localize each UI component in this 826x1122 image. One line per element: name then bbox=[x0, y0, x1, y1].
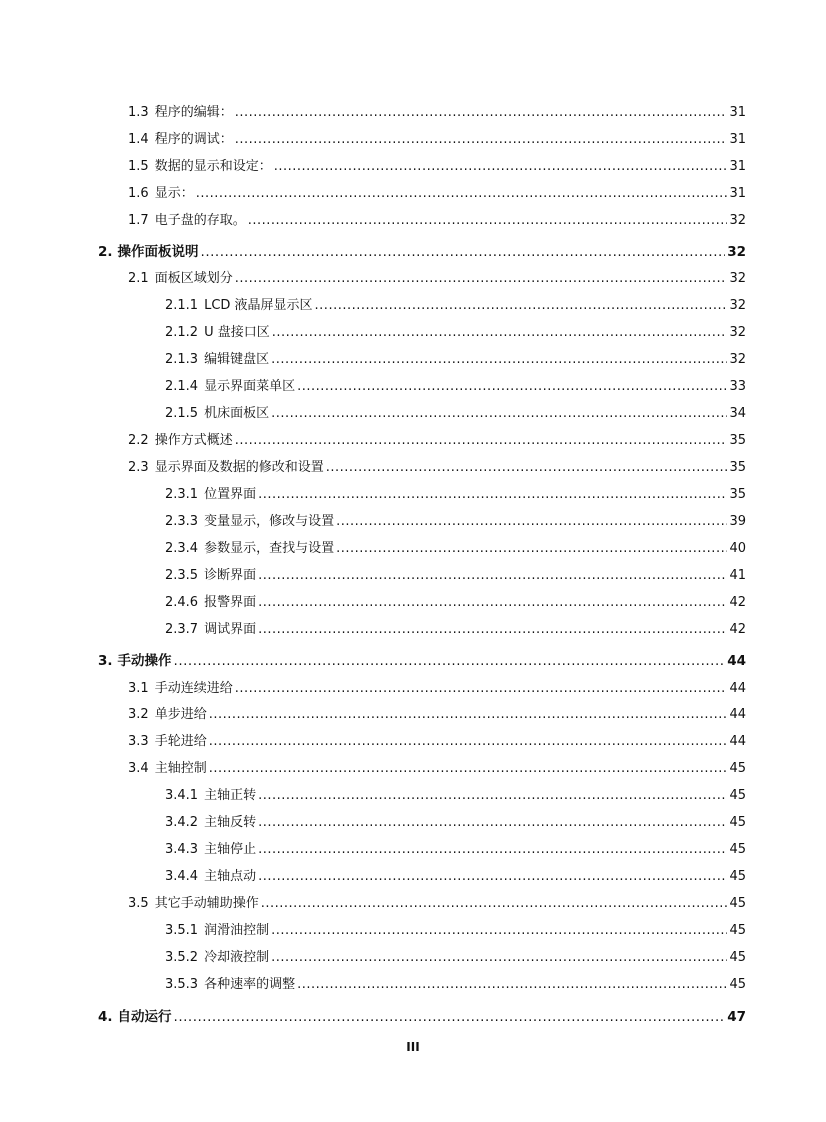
toc-number: 3.2 bbox=[128, 707, 149, 722]
toc-leader bbox=[248, 212, 728, 230]
toc-page-number: 45 bbox=[729, 761, 746, 776]
toc-title: 主轴控制 bbox=[154, 761, 207, 776]
toc-page-number: 32 bbox=[729, 352, 746, 367]
toc-number: 2.4.6 bbox=[165, 595, 199, 610]
toc-title: 变量显示，修改与设置 bbox=[204, 514, 335, 529]
toc-entry[interactable] bbox=[128, 706, 746, 724]
toc-leader bbox=[271, 351, 727, 369]
toc-entry[interactable] bbox=[165, 814, 746, 832]
toc-page-number: 32 bbox=[729, 298, 746, 313]
toc-number: 2. bbox=[98, 244, 113, 260]
toc-page-number: 34 bbox=[729, 406, 746, 421]
toc-entry[interactable] bbox=[165, 378, 746, 396]
toc-leader bbox=[274, 158, 728, 176]
toc-number: 3.4.4 bbox=[165, 869, 199, 884]
toc-page-number: 44 bbox=[729, 734, 746, 749]
toc-leader bbox=[174, 652, 726, 670]
toc-title: 手轮进给 bbox=[154, 734, 207, 749]
toc-number: 2.3.4 bbox=[165, 541, 199, 556]
toc-page-number: 32 bbox=[729, 325, 746, 340]
toc-page-number: 45 bbox=[729, 977, 746, 992]
toc-number: 2.3.5 bbox=[165, 568, 199, 583]
toc-number: 1.6 bbox=[128, 186, 149, 201]
toc-title: 位置界面 bbox=[204, 487, 257, 502]
toc-title: 程序的调试： bbox=[154, 132, 233, 147]
toc-leader bbox=[209, 760, 728, 778]
toc-entry[interactable] bbox=[165, 787, 746, 805]
toc-entry[interactable] bbox=[128, 185, 746, 203]
toc-leader bbox=[315, 297, 728, 315]
toc-page-number: 44 bbox=[727, 653, 746, 669]
toc-leader bbox=[235, 104, 728, 122]
toc-page-number: 45 bbox=[729, 815, 746, 830]
toc-number: 2.2 bbox=[128, 433, 149, 448]
toc-leader bbox=[271, 405, 727, 423]
toc-leader bbox=[174, 1008, 726, 1026]
toc-entry[interactable] bbox=[165, 922, 746, 940]
toc-page-number: 32 bbox=[729, 213, 746, 228]
toc-number: 2.3.7 bbox=[165, 622, 199, 637]
toc-leader bbox=[201, 243, 726, 261]
toc-leader bbox=[326, 459, 728, 477]
toc-title: 各种速率的调整 bbox=[204, 977, 296, 992]
toc-page-number: 45 bbox=[729, 950, 746, 965]
toc-page-number: 32 bbox=[729, 271, 746, 286]
toc-entry[interactable] bbox=[165, 621, 746, 639]
toc-page-number: 32 bbox=[727, 244, 746, 260]
toc-title: 显示： bbox=[154, 186, 194, 201]
toc-page-number: 31 bbox=[729, 105, 746, 120]
toc-number: 1.5 bbox=[128, 159, 149, 174]
toc-page-number: 45 bbox=[729, 869, 746, 884]
toc-page-number: 44 bbox=[729, 707, 746, 722]
toc-title: 操作方式概述 bbox=[154, 433, 233, 448]
page-footer-number: III bbox=[406, 1040, 420, 1054]
toc-number: 2.1.1 bbox=[165, 298, 199, 313]
toc-entry[interactable] bbox=[128, 459, 746, 477]
toc-page-number: 35 bbox=[729, 487, 746, 502]
toc-leader bbox=[196, 185, 728, 203]
toc-number: 3.4 bbox=[128, 761, 149, 776]
toc-title: 自动运行 bbox=[117, 1009, 172, 1025]
toc-number: 2.3.1 bbox=[165, 487, 199, 502]
toc-entry[interactable] bbox=[165, 841, 746, 859]
toc-leader bbox=[235, 680, 728, 698]
toc-page-number: 45 bbox=[729, 788, 746, 803]
toc-title: 其它手动辅助操作 bbox=[154, 896, 259, 911]
toc-title: LCD 液晶屏显示区 bbox=[204, 298, 313, 313]
toc-entry[interactable] bbox=[165, 297, 746, 315]
toc-title: 显示界面及数据的修改和设置 bbox=[154, 460, 324, 475]
toc-chapter[interactable] bbox=[98, 652, 746, 670]
toc-number: 2.1.3 bbox=[165, 352, 199, 367]
toc-number: 2.1.5 bbox=[165, 406, 199, 421]
toc-entry[interactable] bbox=[165, 324, 746, 342]
toc-number: 3.5 bbox=[128, 896, 149, 911]
toc-title: 程序的编辑： bbox=[154, 105, 233, 120]
toc-leader bbox=[235, 131, 728, 149]
toc-title: 诊断界面 bbox=[204, 568, 257, 583]
toc-page-number: 47 bbox=[727, 1009, 746, 1025]
toc-entry[interactable] bbox=[165, 540, 746, 558]
toc-entry[interactable] bbox=[128, 680, 746, 698]
toc-entry[interactable] bbox=[165, 949, 746, 967]
toc-title: 单步进给 bbox=[154, 707, 207, 722]
toc-page-number: 39 bbox=[729, 514, 746, 529]
toc-page-number: 31 bbox=[729, 159, 746, 174]
toc-leader bbox=[336, 540, 727, 558]
toc-leader bbox=[258, 594, 727, 612]
toc-title: 主轴停止 bbox=[204, 842, 257, 857]
toc-entry[interactable] bbox=[165, 567, 746, 585]
toc-title: 操作面板说明 bbox=[117, 244, 199, 260]
toc-leader bbox=[297, 976, 727, 994]
toc-page-number: 45 bbox=[729, 842, 746, 857]
toc-number: 3.5.2 bbox=[165, 950, 199, 965]
toc-number: 3. bbox=[98, 653, 113, 669]
toc-leader bbox=[258, 814, 727, 832]
toc-entry[interactable] bbox=[165, 868, 746, 886]
toc-number: 2.1.2 bbox=[165, 325, 199, 340]
toc-number: 3.5.3 bbox=[165, 977, 199, 992]
toc-leader bbox=[258, 868, 727, 886]
toc-number: 3.4.2 bbox=[165, 815, 199, 830]
toc-entry[interactable] bbox=[165, 405, 746, 423]
toc-title: 电子盘的存取。 bbox=[154, 213, 246, 228]
toc-entry[interactable] bbox=[128, 760, 746, 778]
toc-title: 显示界面菜单区 bbox=[204, 379, 296, 394]
toc-title: U 盘接口区 bbox=[204, 325, 270, 340]
toc-title: 编辑键盘区 bbox=[204, 352, 270, 367]
toc-entry[interactable] bbox=[165, 351, 746, 369]
toc-page-number: 42 bbox=[729, 595, 746, 610]
toc-page-number: 31 bbox=[729, 186, 746, 201]
toc-page-number: 45 bbox=[729, 896, 746, 911]
toc-page-number: 44 bbox=[729, 681, 746, 696]
toc-number: 2.1.4 bbox=[165, 379, 199, 394]
toc-entry[interactable] bbox=[165, 594, 746, 612]
toc-title: 调试界面 bbox=[204, 622, 257, 637]
toc-entry[interactable] bbox=[165, 513, 746, 531]
toc-leader bbox=[258, 841, 727, 859]
toc-leader bbox=[209, 733, 728, 751]
toc-title: 主轴反转 bbox=[204, 815, 257, 830]
toc-entry[interactable] bbox=[128, 270, 746, 288]
toc-number: 2.3 bbox=[128, 460, 149, 475]
toc-page-number: 35 bbox=[729, 460, 746, 475]
toc-page-number: 33 bbox=[729, 379, 746, 394]
toc-number: 1.7 bbox=[128, 213, 149, 228]
toc-entry[interactable] bbox=[128, 432, 746, 450]
toc-number: 3.4.1 bbox=[165, 788, 199, 803]
toc-chapter[interactable] bbox=[98, 1008, 746, 1026]
toc-number: 1.4 bbox=[128, 132, 149, 147]
toc-number: 3.3 bbox=[128, 734, 149, 749]
toc-leader bbox=[272, 324, 728, 342]
toc-title: 参数显示，查找与设置 bbox=[204, 541, 335, 556]
toc-entry[interactable] bbox=[128, 895, 746, 913]
toc-entry[interactable] bbox=[128, 131, 746, 149]
toc-leader bbox=[261, 895, 728, 913]
toc-entry[interactable] bbox=[128, 158, 746, 176]
toc-number: 4. bbox=[98, 1009, 113, 1025]
toc-leader bbox=[209, 706, 728, 724]
toc-entry[interactable] bbox=[128, 733, 746, 751]
toc-page-number: 35 bbox=[729, 433, 746, 448]
toc-leader bbox=[297, 378, 727, 396]
toc-leader bbox=[258, 486, 727, 504]
toc-title: 数据的显示和设定： bbox=[154, 159, 272, 174]
toc-leader bbox=[271, 949, 727, 967]
toc-number: 2.3.3 bbox=[165, 514, 199, 529]
toc-leader bbox=[258, 787, 727, 805]
toc-leader bbox=[336, 513, 727, 531]
toc-leader bbox=[271, 922, 727, 940]
toc-leader bbox=[235, 270, 728, 288]
toc-title: 手动连续进给 bbox=[154, 681, 233, 696]
toc-title: 润滑油控制 bbox=[204, 923, 270, 938]
toc-entry[interactable] bbox=[128, 212, 746, 230]
toc-page-number: 41 bbox=[729, 568, 746, 583]
toc-number: 3.5.1 bbox=[165, 923, 199, 938]
toc-title: 报警界面 bbox=[204, 595, 257, 610]
toc-title: 主轴点动 bbox=[204, 869, 257, 884]
toc-page-number: 42 bbox=[729, 622, 746, 637]
toc-number: 3.4.3 bbox=[165, 842, 199, 857]
toc-title: 冷却液控制 bbox=[204, 950, 270, 965]
toc-entry[interactable] bbox=[165, 976, 746, 994]
toc-chapter[interactable] bbox=[98, 243, 746, 261]
toc-leader bbox=[258, 621, 727, 639]
toc-entry[interactable] bbox=[165, 486, 746, 504]
toc-leader bbox=[235, 432, 728, 450]
toc-leader bbox=[258, 567, 727, 585]
toc-page-number: 31 bbox=[729, 132, 746, 147]
toc-title: 主轴正转 bbox=[204, 788, 257, 803]
toc-number: 3.1 bbox=[128, 681, 149, 696]
toc-page-number: 40 bbox=[729, 541, 746, 556]
toc-title: 手动操作 bbox=[117, 653, 172, 669]
toc-entry[interactable] bbox=[128, 104, 746, 122]
toc-page-number: 45 bbox=[729, 923, 746, 938]
toc-number: 1.3 bbox=[128, 105, 149, 120]
toc-title: 面板区域划分 bbox=[154, 271, 233, 286]
toc-title: 机床面板区 bbox=[204, 406, 270, 421]
toc-number: 2.1 bbox=[128, 271, 149, 286]
